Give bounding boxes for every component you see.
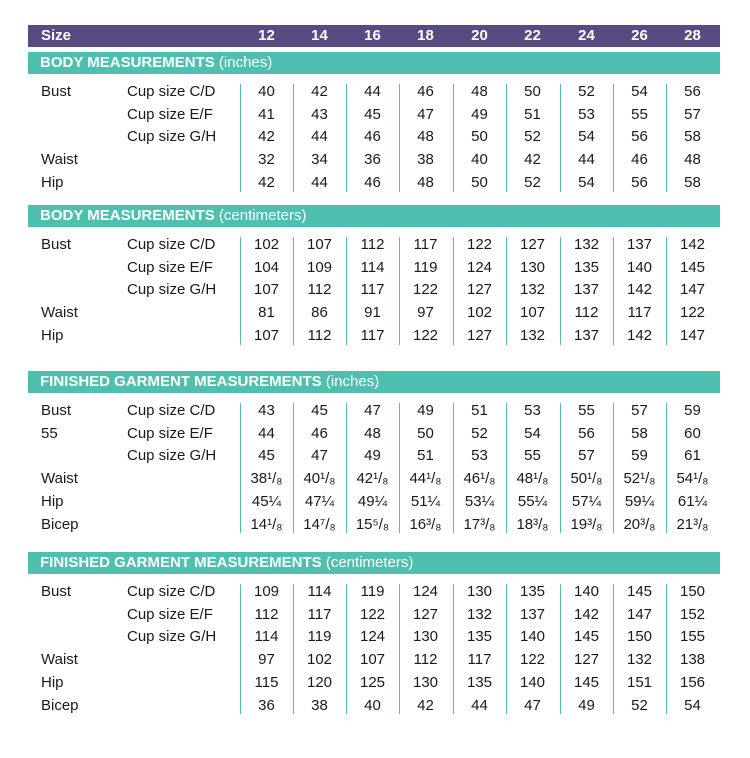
measurement-cell: 132: [573, 236, 600, 253]
measurement-cell: 52: [524, 173, 541, 191]
measurement-cell: 17³/₈: [463, 515, 496, 533]
measurement-cell: 135: [466, 628, 493, 646]
size-header-28: 28: [684, 27, 701, 44]
size-header-12: 12: [258, 27, 275, 44]
measurement-cell: 156: [679, 673, 706, 691]
measurement-cell: 112: [254, 605, 279, 623]
measurement-cell: 155: [679, 628, 706, 646]
measurement-cell: 50: [471, 128, 488, 146]
column-divider: [399, 403, 400, 533]
row-sublabel: Cup size E/F: [127, 605, 213, 623]
measurement-cell: 53¼: [464, 492, 495, 510]
measurement-cell: 57: [684, 105, 701, 123]
measurement-cell: 16³/₈: [409, 515, 442, 533]
row-label: Bust: [41, 402, 72, 419]
measurement-cell: 122: [519, 651, 546, 669]
measurement-cell: 42: [258, 128, 275, 146]
measurement-cell: 40: [471, 151, 488, 169]
measurement-cell: 130: [466, 583, 493, 600]
measurement-cell: 49: [578, 696, 595, 714]
column-divider: [506, 237, 507, 345]
measurement-cell: 132: [519, 281, 546, 299]
measurement-cell: 19³/₈: [570, 515, 603, 533]
size-header-label: Size: [41, 27, 72, 44]
column-divider: [453, 403, 454, 533]
measurement-cell: 42: [524, 151, 541, 169]
column-divider: [240, 403, 241, 533]
measurement-cell: 142: [626, 326, 653, 344]
measurement-cell: 151: [626, 673, 653, 691]
measurement-cell: 48: [684, 151, 701, 169]
measurement-cell: 49: [364, 447, 381, 465]
measurement-cell: 45: [364, 105, 381, 123]
measurement-cell: 122: [679, 304, 706, 322]
measurement-cell: 112: [360, 236, 385, 253]
measurement-cell: 40¹/₈: [303, 470, 336, 488]
measurement-cell: 52: [578, 83, 595, 100]
column-divider: [240, 584, 241, 714]
measurement-cell: 117: [467, 651, 492, 669]
measurement-cell: 54: [631, 83, 648, 100]
measurement-cell: 152: [679, 605, 706, 623]
measurement-cell: 97: [417, 304, 434, 322]
measurement-cell: 115: [254, 673, 279, 691]
column-divider: [240, 237, 241, 345]
measurement-cell: 137: [573, 281, 600, 299]
row-sublabel: Cup size C/D: [127, 402, 216, 419]
column-divider: [613, 84, 614, 192]
measurement-cell: 49¼: [357, 492, 388, 510]
measurement-cell: 38: [417, 151, 434, 169]
measurement-cell: 140: [626, 258, 653, 276]
row-label: Hip: [41, 326, 64, 344]
column-divider: [240, 84, 241, 192]
measurement-cell: 55: [578, 402, 595, 419]
column-divider: [613, 403, 614, 533]
measurement-cell: 58: [684, 173, 701, 191]
measurement-cell: 137: [626, 236, 653, 253]
measurement-cell: 53: [471, 447, 488, 465]
measurement-cell: 58: [631, 424, 648, 442]
size-header-26: 26: [631, 27, 648, 44]
measurement-cell: 114: [360, 258, 385, 276]
measurement-cell: 44: [578, 151, 595, 169]
measurement-cell: 127: [466, 326, 493, 344]
column-divider: [560, 84, 561, 192]
measurement-cell: 34: [311, 151, 328, 169]
measurement-cell: 42: [311, 83, 328, 100]
measurement-cell: 48: [417, 173, 434, 191]
measurement-cell: 127: [412, 605, 439, 623]
size-header-18: 18: [417, 27, 434, 44]
measurement-cell: 47: [364, 402, 381, 419]
measurement-cell: 147: [679, 326, 706, 344]
measurement-cell: 46: [417, 83, 434, 100]
row-sublabel: Cup size G/H: [127, 628, 217, 646]
measurement-cell: 107: [519, 304, 546, 322]
row-label: Bust: [41, 83, 72, 100]
measurement-cell: 14¹/₈: [250, 515, 283, 533]
measurement-cell: 44¹/₈: [409, 470, 442, 488]
row-label: Hip: [41, 492, 64, 510]
measurement-cell: 52: [524, 128, 541, 146]
column-divider: [346, 84, 347, 192]
column-divider: [613, 584, 614, 714]
column-divider: [399, 84, 400, 192]
measurement-cell: 56: [631, 128, 648, 146]
column-divider: [346, 403, 347, 533]
measurement-cell: 15⁵/₈: [355, 515, 390, 533]
measurement-cell: 40: [364, 696, 381, 714]
measurement-cell: 132: [626, 651, 653, 669]
measurement-cell: 107: [306, 236, 333, 253]
measurement-cell: 122: [412, 326, 439, 344]
measurement-cell: 137: [573, 326, 600, 344]
measurement-cell: 137: [519, 605, 546, 623]
row-label: Bicep: [41, 696, 79, 714]
column-divider: [560, 403, 561, 533]
measurement-cell: 47: [311, 447, 328, 465]
measurement-cell: 60: [684, 424, 701, 442]
measurement-cell: 117: [627, 304, 652, 322]
measurement-cell: 127: [466, 281, 493, 299]
measurement-cell: 50: [417, 424, 434, 442]
measurement-cell: 54¹/₈: [676, 470, 709, 488]
measurement-cell: 44: [471, 696, 488, 714]
measurement-cell: 48: [364, 424, 381, 442]
column-divider: [293, 84, 294, 192]
measurement-cell: 45¼: [251, 492, 282, 510]
measurement-cell: 150: [626, 628, 653, 646]
measurement-cell: 140: [519, 628, 546, 646]
row-label: Waist: [41, 151, 78, 169]
measurement-cell: 46: [364, 173, 381, 191]
measurement-cell: 107: [359, 651, 386, 669]
measurement-cell: 122: [466, 236, 493, 253]
measurement-cell: 47: [417, 105, 434, 123]
measurement-cell: 52¹/₈: [623, 470, 656, 488]
size-header-24: 24: [578, 27, 595, 44]
measurement-cell: 46: [364, 128, 381, 146]
measurement-cell: 61¼: [677, 492, 708, 510]
column-divider: [506, 84, 507, 192]
section-header-3: [28, 371, 720, 393]
measurement-cell: 48¹/₈: [516, 470, 549, 488]
measurement-cell: 46: [631, 151, 648, 169]
column-divider: [666, 584, 667, 714]
measurement-cell: 14⁷/₈: [303, 515, 336, 533]
measurement-cell: 135: [466, 673, 493, 691]
measurement-cell: 57: [578, 447, 595, 465]
measurement-cell: 46¹/₈: [463, 470, 496, 488]
measurement-cell: 119: [413, 258, 438, 276]
measurement-cell: 147: [679, 281, 706, 299]
section-header-4: [28, 552, 720, 574]
measurement-cell: 125: [359, 673, 386, 691]
section-title-text: FINISHED GARMENT MEASUREMENTS: [40, 554, 326, 571]
measurement-cell: 114: [307, 583, 332, 600]
measurement-cell: 138: [679, 651, 706, 669]
measurement-cell: 147: [626, 605, 653, 623]
measurement-cell: 51¼: [410, 492, 441, 510]
measurement-cell: 142: [573, 605, 600, 623]
measurement-cell: 117: [413, 236, 438, 253]
measurement-cell: 124: [359, 628, 386, 646]
size-header-16: 16: [364, 27, 381, 44]
measurement-cell: 42¹/₈: [356, 470, 389, 488]
measurement-cell: 48: [471, 83, 488, 100]
measurement-cell: 58: [684, 128, 701, 146]
measurement-cell: 112: [307, 281, 332, 299]
measurement-cell: 145: [573, 673, 600, 691]
measurement-cell: 43: [258, 402, 275, 419]
measurement-cell: 145: [679, 258, 706, 276]
row-label: Hip: [41, 173, 64, 191]
size-header-row: [28, 25, 720, 47]
section-header-2: [28, 205, 720, 227]
measurement-cell: 117: [307, 605, 332, 623]
measurement-cell: 117: [360, 281, 385, 299]
column-divider: [560, 584, 561, 714]
measurement-cell: 112: [307, 326, 332, 344]
measurement-cell: 142: [626, 281, 653, 299]
measurement-cell: 127: [573, 651, 600, 669]
measurement-cell: 50: [471, 173, 488, 191]
column-divider: [560, 237, 561, 345]
measurement-cell: 114: [254, 628, 279, 646]
measurement-cell: 132: [466, 605, 493, 623]
measurement-cell: 49: [471, 105, 488, 123]
column-divider: [399, 237, 400, 345]
measurement-cell: 52: [471, 424, 488, 442]
measurement-cell: 86: [311, 304, 328, 322]
measurement-cell: 49: [417, 402, 434, 419]
row-sublabel: Cup size E/F: [127, 424, 213, 442]
measurement-cell: 124: [466, 258, 493, 276]
measurement-cell: 20³/₈: [623, 515, 656, 533]
row-sublabel: Cup size E/F: [127, 258, 213, 276]
section-title-text: FINISHED GARMENT MEASUREMENTS: [40, 373, 326, 390]
measurement-cell: 102: [466, 304, 493, 322]
measurement-cell: 122: [359, 605, 386, 623]
measurement-cell: 122: [412, 281, 439, 299]
measurement-cell: 120: [306, 673, 333, 691]
section-unit: (centimeters): [218, 207, 307, 224]
measurement-cell: 112: [574, 304, 599, 322]
measurement-cell: 38: [311, 696, 328, 714]
measurement-cell: 112: [413, 651, 438, 669]
column-divider: [399, 584, 400, 714]
measurement-cell: 43: [311, 105, 328, 123]
measurement-cell: 53: [578, 105, 595, 123]
column-divider: [666, 237, 667, 345]
measurement-cell: 50: [524, 83, 541, 100]
section-unit: (centimeters): [325, 554, 414, 571]
measurement-cell: 57¼: [571, 492, 602, 510]
measurement-cell: 97: [258, 651, 275, 669]
measurement-cell: 109: [306, 258, 333, 276]
measurement-cell: 44: [311, 173, 328, 191]
measurement-cell: 38¹/₈: [250, 470, 283, 488]
measurement-cell: 54: [578, 173, 595, 191]
row-label: Waist: [41, 651, 78, 669]
measurement-cell: 56: [631, 173, 648, 191]
measurement-cell: 140: [519, 673, 546, 691]
measurement-cell: 145: [626, 583, 653, 600]
row-label: Bicep: [41, 515, 79, 533]
measurement-cell: 41: [258, 105, 275, 123]
measurement-cell: 119: [360, 583, 385, 600]
size-header-22: 22: [524, 27, 541, 44]
measurement-cell: 127: [519, 236, 546, 253]
measurement-cell: 135: [519, 583, 546, 600]
row-label: Waist: [41, 470, 78, 488]
measurement-cell: 44: [311, 128, 328, 146]
measurement-cell: 51: [524, 105, 541, 123]
column-divider: [293, 584, 294, 714]
measurement-cell: 56: [578, 424, 595, 442]
measurement-cell: 150: [679, 583, 706, 600]
measurement-cell: 50¹/₈: [570, 470, 603, 488]
row-sublabel: Cup size G/H: [127, 281, 217, 299]
measurement-cell: 40: [258, 83, 275, 100]
section-title: [40, 52, 272, 74]
column-divider: [666, 403, 667, 533]
column-divider: [613, 237, 614, 345]
measurement-cell: 44: [364, 83, 381, 100]
measurement-cell: 32: [258, 151, 275, 169]
measurement-cell: 51: [471, 402, 488, 419]
column-divider: [453, 84, 454, 192]
measurement-cell: 36: [258, 696, 275, 714]
measurement-cell: 102: [253, 236, 280, 253]
column-divider: [293, 403, 294, 533]
column-divider: [346, 584, 347, 714]
column-divider: [506, 584, 507, 714]
measurement-cell: 107: [253, 281, 280, 299]
column-divider: [293, 237, 294, 345]
column-divider: [666, 84, 667, 192]
measurement-cell: 109: [253, 583, 280, 600]
measurement-cell: 54: [684, 696, 701, 714]
measurement-cell: 130: [412, 628, 439, 646]
row-sublabel: Cup size E/F: [127, 105, 213, 123]
measurement-cell: 36: [364, 151, 381, 169]
measurement-cell: 107: [253, 326, 280, 344]
measurement-cell: 18³/₈: [516, 515, 549, 533]
measurement-cell: 142: [679, 236, 706, 253]
measurement-cell: 81: [258, 304, 275, 322]
column-divider: [453, 237, 454, 345]
column-divider: [506, 403, 507, 533]
measurement-cell: 55: [631, 105, 648, 123]
measurement-cell: 59: [684, 402, 701, 419]
measurement-cell: 55: [524, 447, 541, 465]
measurement-cell: 91: [364, 304, 381, 322]
measurement-cell: 56: [684, 83, 701, 100]
measurement-cell: 48: [417, 128, 434, 146]
section-title: [40, 371, 379, 393]
measurement-cell: 102: [306, 651, 333, 669]
row-sublabel: Cup size G/H: [127, 447, 217, 465]
row-sublabel: Cup size C/D: [127, 583, 216, 600]
measurement-cell: 59¼: [624, 492, 655, 510]
size-header-20: 20: [471, 27, 488, 44]
measurement-cell: 52: [631, 696, 648, 714]
row-sublabel: Cup size C/D: [127, 83, 216, 100]
measurement-cell: 117: [360, 326, 385, 344]
measurement-cell: 61: [684, 447, 701, 465]
measurement-cell: 45: [258, 447, 275, 465]
row-label: 55: [41, 424, 58, 442]
row-label: Hip: [41, 673, 64, 691]
measurement-cell: 44: [258, 424, 275, 442]
measurement-cell: 140: [573, 583, 600, 600]
measurement-cell: 21³/₈: [676, 515, 709, 533]
row-label: Bust: [41, 583, 72, 600]
section-title: [40, 205, 306, 227]
measurement-cell: 132: [519, 326, 546, 344]
measurement-cell: 46: [311, 424, 328, 442]
measurement-cell: 47¼: [304, 492, 335, 510]
size-header-14: 14: [311, 27, 328, 44]
measurement-cell: 119: [307, 628, 332, 646]
measurement-cell: 45: [311, 402, 328, 419]
section-header-1: [28, 52, 720, 74]
measurement-cell: 42: [417, 696, 434, 714]
measurement-cell: 47: [524, 696, 541, 714]
row-label: Waist: [41, 304, 78, 322]
measurement-cell: 59: [631, 447, 648, 465]
measurement-cell: 124: [412, 583, 439, 600]
section-title-text: BODY MEASUREMENTS: [40, 207, 219, 224]
measurement-cell: 135: [573, 258, 600, 276]
measurement-cell: 57: [631, 402, 648, 419]
measurement-cell: 130: [519, 258, 546, 276]
section-unit: (inches): [325, 373, 380, 390]
measurement-cell: 130: [412, 673, 439, 691]
measurement-cell: 54: [578, 128, 595, 146]
row-sublabel: Cup size C/D: [127, 236, 216, 253]
measurement-cell: 145: [573, 628, 600, 646]
measurement-cell: 51: [417, 447, 434, 465]
measurement-cell: 53: [524, 402, 541, 419]
measurement-cell: 104: [253, 258, 280, 276]
section-title: [40, 552, 413, 574]
measurement-cell: 42: [258, 173, 275, 191]
row-sublabel: Cup size G/H: [127, 128, 217, 146]
column-divider: [453, 584, 454, 714]
section-unit: (inches): [218, 54, 273, 71]
measurement-cell: 54: [524, 424, 541, 442]
section-title-text: BODY MEASUREMENTS: [40, 54, 219, 71]
row-label: Bust: [41, 236, 72, 253]
measurement-cell: 55¼: [517, 492, 548, 510]
column-divider: [346, 237, 347, 345]
